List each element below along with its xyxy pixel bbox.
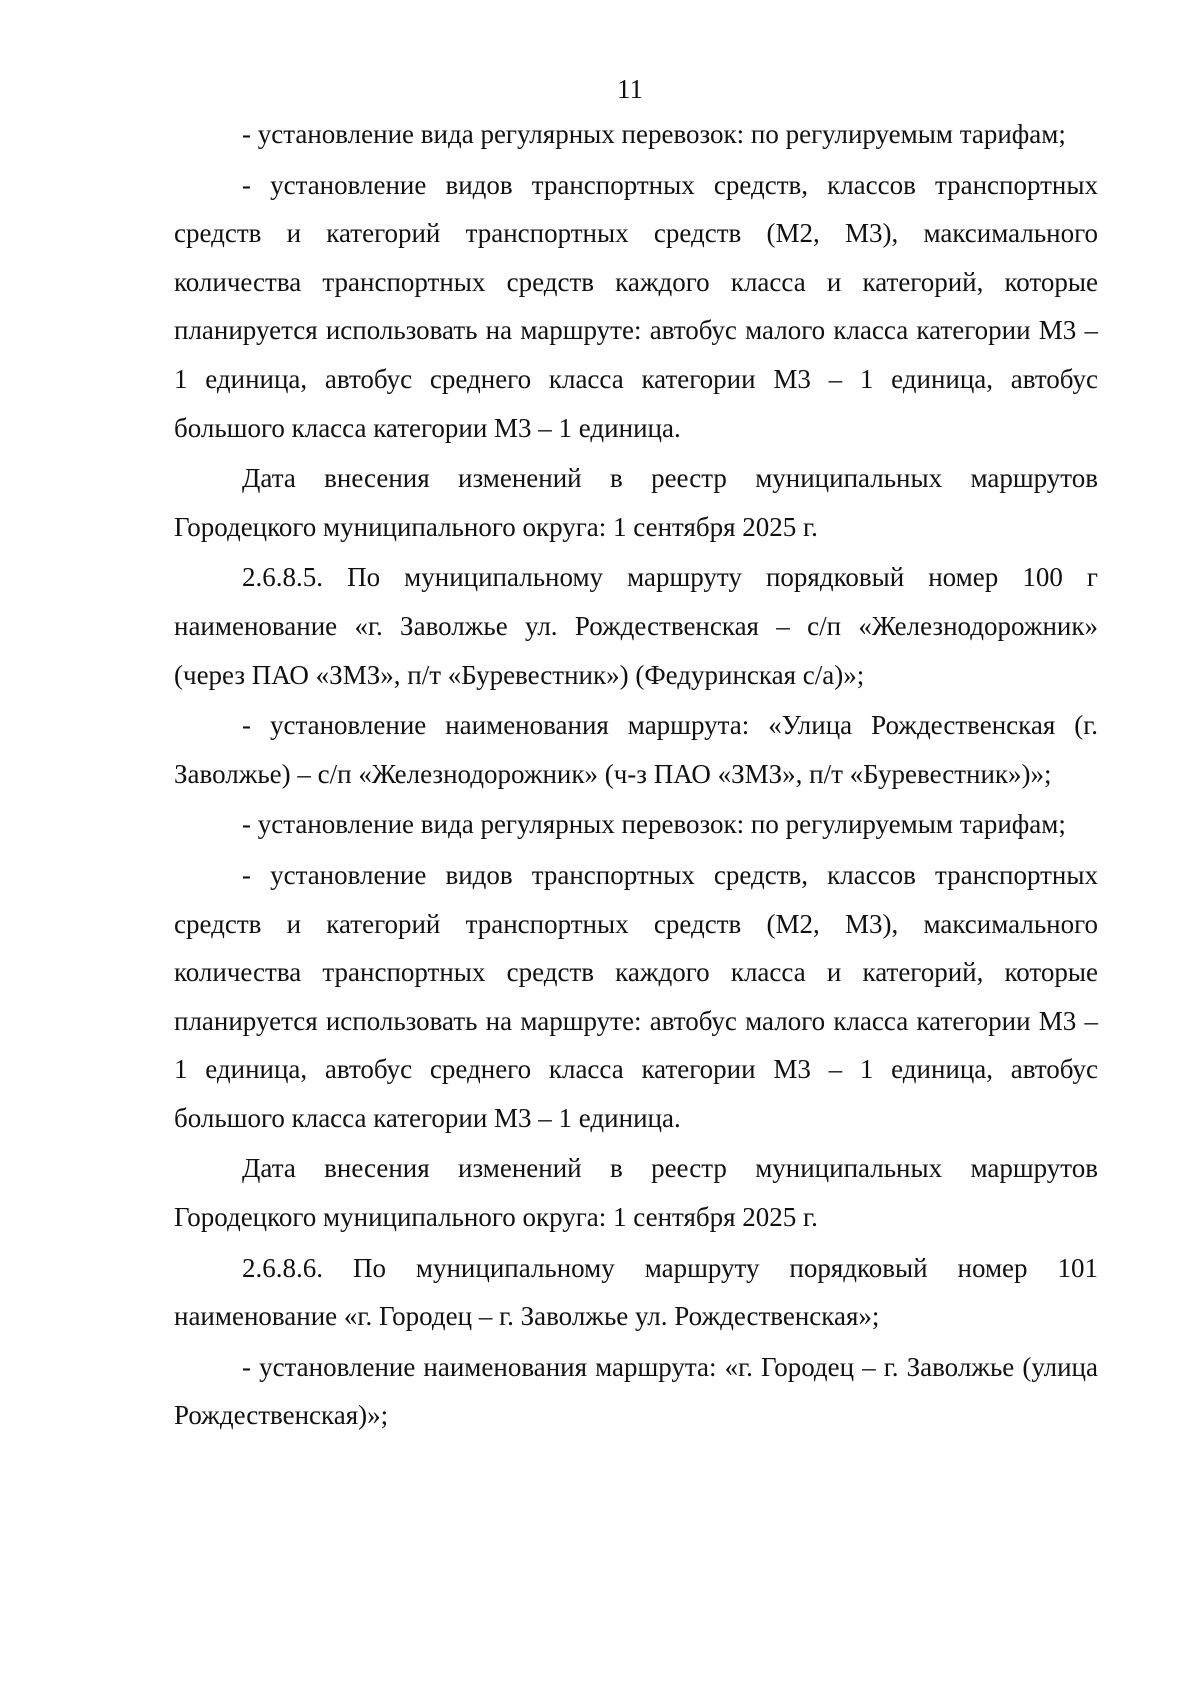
paragraph-route-name-101: - установление наименования маршрута: «г. Городец – г. Заволжье (улица Рождественская)»;: [174, 1351, 1098, 1431]
paragraph-vehicle-classes-1: - установление видов транспортных средств, классов транспортных средств и категорий транспортных средств (М2, М3), максимального количества транспортных средств каждого класса и категорий, которые планируется использовать на маршруте: автобус малого класса категории М3 – 1 единица, автобус среднего класса категории М3 – 1 единица, автобус большого класса категории М3 – 1 единица.: [174, 169, 1098, 443]
paragraph-registry-date-1: Дата внесения изменений в реестр муниципальных маршрутов Городецкого муниципального округа: 1 сентября 2025 г.: [174, 463, 1098, 542]
paragraph-route-100: 2.6.8.5. По муниципальному маршруту порядковый номер 100 г наименование «г. Заволжье ул. Рождественская – с/п «Железнодорожник» (через ПАО «ЗМЗ», п/т «Буревестник») (Федуринская с/а)»;: [174, 562, 1098, 690]
paragraph-route-101: 2.6.8.6. По муниципальному маршруту порядковый номер 101 наименование «г. Городец – г. Заволжье ул. Рождественская»;: [174, 1252, 1098, 1332]
paragraph-registry-date-2: Дата внесения изменений в реестр муниципальных маршрутов Городецкого муниципального округа: 1 сентября 2025 г.: [174, 1153, 1098, 1233]
paragraph-transport-type-2: - установление вида регулярных перевозок: по регулируемым тарифам;: [242, 809, 1066, 840]
paragraph-vehicle-classes-2: - установление видов транспортных средств, классов транспортных средств и категорий транспортных средств (М2, М3), максимального количества транспортных средств каждого класса и категорий, которые планируется использовать на маршруте: автобус малого класса категории М3 – 1 единица, автобус среднего класса категории М3 – 1 единица, автобус большого класса категории М3 – 1 единица.: [174, 859, 1098, 1133]
page-number: 11: [617, 74, 643, 104]
paragraph-route-name-100: - установление наименования маршрута: «Улица Рождественская (г. Заволжье) – с/п «Железнодорожник» (ч-з ПАО «ЗМЗ», п/т «Буревестник»)»;: [174, 710, 1098, 789]
document-body: [174, 110, 1098, 1440]
paragraph-transport-type-1: - установление вида регулярных перевозок: по регулируемым тарифам;: [242, 119, 1066, 149]
